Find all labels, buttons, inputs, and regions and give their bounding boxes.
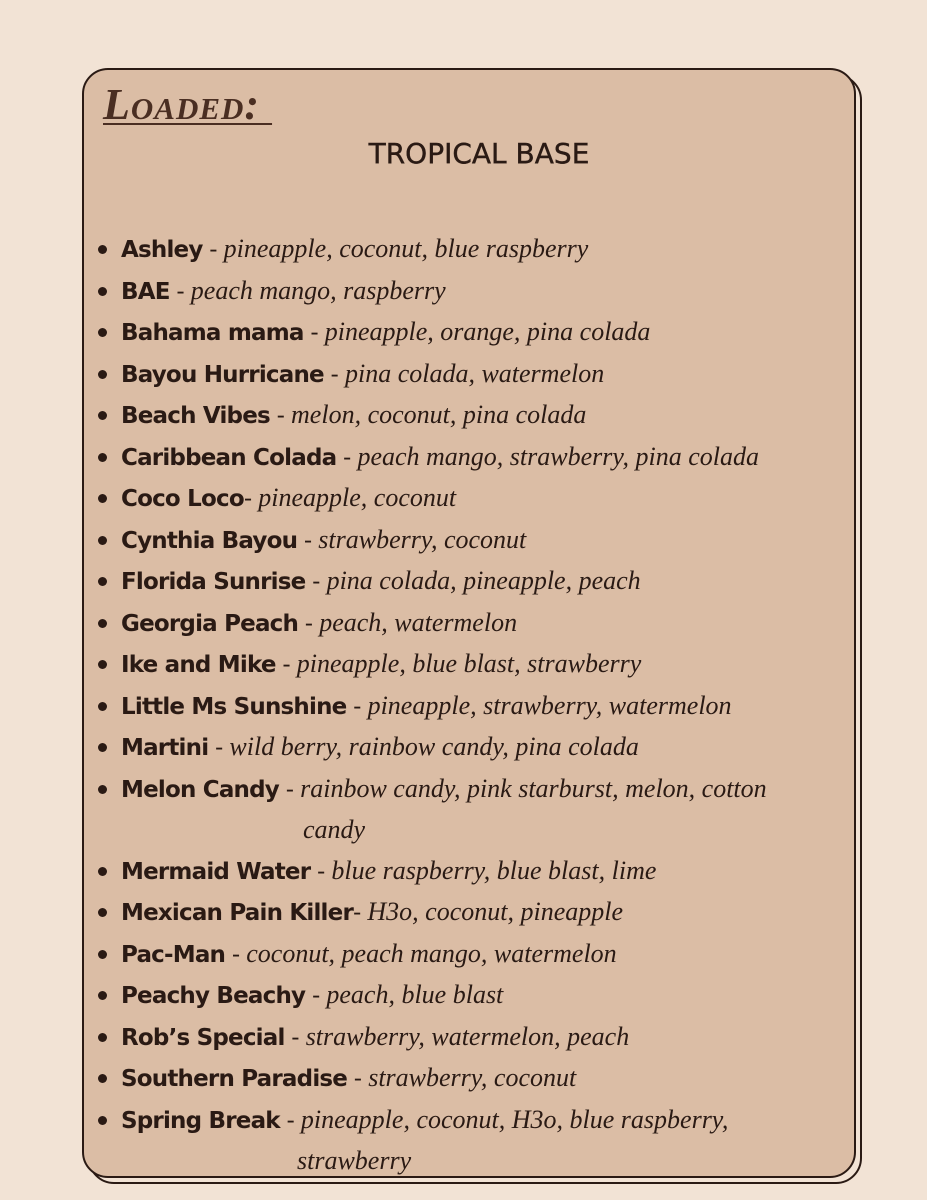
separator: - — [169, 278, 191, 305]
drink-item-beach-vibes — [98, 395, 843, 437]
drink-item-martini — [98, 727, 843, 769]
drink-name: Little Ms Sunshine — [121, 693, 347, 720]
drink-description: H3o, coconut, pineapple — [367, 897, 624, 926]
drink-name: Florida Sunrise — [121, 569, 306, 595]
bullet-icon — [98, 287, 107, 296]
separator: - — [297, 527, 319, 554]
drink-description: pina colada, pineapple, peach — [326, 566, 641, 595]
menu-heading: Loaded: — [103, 80, 273, 129]
bullet-icon — [98, 785, 107, 794]
drink-name: Ashley — [121, 237, 203, 263]
separator: - — [269, 403, 292, 429]
drink-description-continued: strawberry — [297, 1146, 412, 1175]
drink-description: pineapple, coconut, H3o, blue raspberry, — [300, 1104, 729, 1134]
drink-description: pineapple, orange, pina colada — [324, 317, 651, 346]
bullet-icon — [98, 991, 107, 1000]
drink-item-ike-and-mike — [98, 644, 843, 686]
drink-description: pineapple, coconut — [258, 483, 457, 512]
drink-name: Martini — [121, 735, 209, 761]
separator: - — [225, 941, 247, 968]
drink-item-caribbean-colada — [98, 437, 843, 479]
separator: - — [305, 569, 327, 595]
drink-description: strawberry, watermelon, peach — [305, 1021, 630, 1051]
drink-name: Melon Candy — [121, 776, 279, 803]
separator: - — [305, 983, 327, 1009]
bullet-icon — [98, 494, 107, 503]
bullet-icon — [98, 867, 107, 876]
drink-name: Beach Vibes — [121, 403, 270, 429]
drink-name: Coco Loco — [121, 486, 244, 512]
drink-description: wild berry, rainbow candy, pina colada — [229, 732, 639, 761]
drink-item-mermaid-water — [98, 851, 843, 893]
drink-item-spring-break — [98, 1100, 843, 1182]
drink-description: pina colada, watermelon — [344, 358, 605, 388]
bullet-icon — [98, 1074, 107, 1083]
drink-name: Mermaid Water — [121, 858, 311, 885]
drink-item-melon-candy — [98, 769, 843, 851]
separator: - — [347, 1066, 369, 1092]
drink-name: BAE — [121, 278, 170, 305]
drink-name: Peachy Beachy — [121, 983, 306, 1009]
drink-description: peach mango, raspberry — [190, 275, 446, 305]
separator: - — [278, 776, 301, 803]
bullet-icon — [98, 908, 107, 917]
bullet-icon — [98, 743, 107, 752]
drink-item-pac-man — [98, 934, 843, 976]
separator: - — [275, 652, 297, 678]
drink-description: blue raspberry, blue blast, lime — [331, 855, 657, 885]
drink-name: Rob’s Special — [121, 1024, 285, 1051]
drink-description: rainbow candy, pink starburst, melon, cotton — [300, 773, 767, 803]
drink-name: Bahama mama — [121, 320, 304, 346]
separator: - — [298, 610, 320, 637]
drink-name: Mexican Pain Killer — [121, 900, 353, 926]
bullet-icon — [98, 453, 107, 462]
drink-description: pineapple, blue blast, strawberry — [296, 649, 642, 678]
bullet-icon — [98, 411, 107, 420]
separator: - — [208, 735, 230, 761]
drink-description-continued: candy — [303, 815, 366, 844]
separator: - — [352, 900, 368, 926]
separator: - — [310, 858, 332, 885]
menu-subheading: TROPICAL BASE — [368, 137, 590, 170]
drink-description: strawberry, coconut — [318, 524, 527, 554]
drink-description: pineapple, strawberry, watermelon — [367, 690, 732, 720]
drink-item-florida-sunrise — [98, 561, 843, 603]
bullet-icon — [98, 702, 107, 711]
bullet-icon — [98, 660, 107, 669]
drink-description: peach, blue blast — [326, 980, 504, 1009]
separator: - — [303, 320, 325, 346]
drink-item-southern-paradise — [98, 1058, 843, 1100]
drink-name: Cynthia Bayou — [121, 527, 298, 554]
bullet-icon — [98, 536, 107, 545]
drink-item-little-ms-sunshine — [98, 686, 843, 728]
drink-name: Ike and Mike — [121, 652, 276, 678]
drink-item-bahama-mama — [98, 312, 843, 354]
drink-item-bae — [98, 271, 843, 313]
drink-description: peach, watermelon — [319, 607, 518, 637]
drink-item-ashley — [98, 229, 843, 271]
drink-item-georgia-peach — [98, 603, 843, 645]
drink-item-bayou-hurricane — [98, 354, 843, 396]
drink-item-peachy-beachy — [98, 975, 843, 1017]
bullet-icon — [98, 328, 107, 337]
bullet-icon — [98, 619, 107, 628]
drink-item-coco-loco — [98, 478, 843, 520]
drink-name: Caribbean Colada — [121, 444, 337, 471]
drink-name: Southern Paradise — [121, 1066, 348, 1092]
drink-item-cynthia-bayou — [98, 520, 843, 562]
bullet-icon — [98, 577, 107, 586]
drink-description: peach mango, strawberry, pina colada — [357, 441, 759, 471]
separator: - — [243, 486, 259, 512]
separator: - — [279, 1107, 301, 1134]
drink-name: Pac-Man — [121, 941, 226, 968]
drink-name: Bayou Hurricane — [121, 361, 324, 388]
bullet-icon — [98, 1033, 107, 1042]
drink-list — [98, 229, 843, 1182]
bullet-icon — [98, 245, 107, 254]
drink-description: strawberry, coconut — [368, 1063, 577, 1092]
drink-item-mexican-pain-killer — [98, 892, 843, 934]
separator: - — [202, 237, 224, 263]
separator: - — [346, 693, 368, 720]
separator: - — [323, 361, 345, 388]
bullet-icon — [98, 1116, 107, 1125]
separator: - — [336, 444, 358, 471]
drink-name: Georgia Peach — [121, 610, 299, 637]
drink-description: pineapple, coconut, blue raspberry — [223, 234, 589, 263]
separator: - — [284, 1024, 306, 1051]
drink-description: coconut, peach mango, watermelon — [246, 938, 617, 968]
drink-description: melon, coconut, pina colada — [291, 400, 587, 429]
bullet-icon — [98, 950, 107, 959]
drink-name: Spring Break — [121, 1107, 280, 1134]
drink-item-robs-special — [98, 1017, 843, 1059]
bullet-icon — [98, 370, 107, 379]
